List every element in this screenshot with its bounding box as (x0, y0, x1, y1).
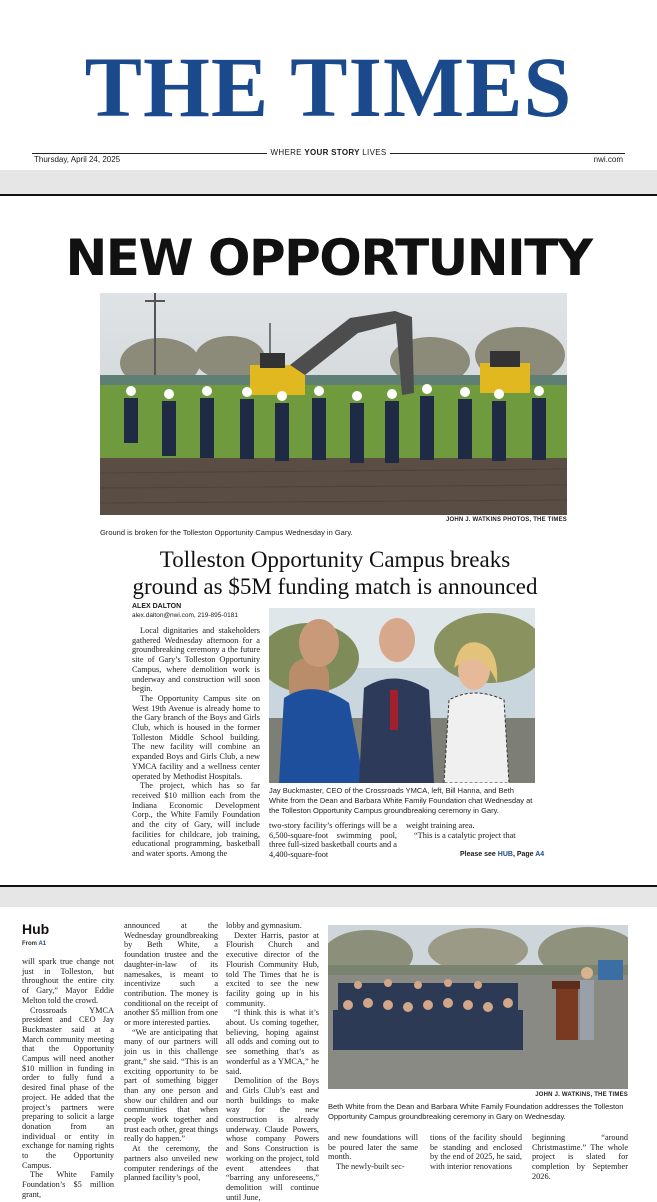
jump-column-5 (430, 1133, 522, 1172)
masthead-date: Thursday, April 24, 2025 (34, 155, 121, 164)
masthead-title: THE TIMES (84, 39, 573, 135)
paragraph: At the ceremony, the partners also unveiled new computer renderings of the planned facility’s pool, (124, 1144, 218, 1183)
page-gap-bottom (0, 887, 657, 907)
paragraph: Local dignitaries and stakeholders gathered Wednesday afternoon for a groundbreaking ceremony a the future site of Gary’s Tolleston Opportunity Campus, where demolition work is underway and construction will soon begin. (132, 626, 260, 694)
page-top-rule (0, 194, 657, 196)
paragraph: Demolition of the Boys and Girls Club’s east and north buildings to make way for the new construction is already underway. Claude Powers, whose company Powers and Sons Construction is working on the project, told event attendees that “barring any unforeseens,” demolition will continue until June, (226, 1076, 319, 1202)
paragraph: will spark true change not just in Tolleston, but throughout the entire city of Gary,” Mayor Eddie Melton told the crowd. (22, 957, 114, 1005)
paragraph: announced at the Wednesday groundbreaking by Beth White, a foundation trustee and the daughter-in-law of its namesakes, is meant to incentivize such a contribution. The money is conditional on the receipt of another $5 million from one or more interested parties. (124, 921, 218, 1028)
paragraph: The newly-built sec- (336, 1162, 405, 1172)
paragraph: “I think this is what it’s about. Us coming together, believing, hoping against all odds and coming out to see something that’s as wonderful as a YMCA,” he said. (226, 1008, 319, 1076)
paragraph: beginning “around Christmastime.” The whole project is slated for completion by September 2026. (532, 1133, 628, 1181)
groundbreaking-photo (100, 293, 567, 515)
paragraph: The Opportunity Campus site on West 19th Avenue is already home to the Gary branch of the Boys and Girls Club, which is housed in the former Tolleston Middle School building. The new facility will combine an expanded Boys and Girls Club, a new YMCA facility and a wellness center operated by Methodist Hospitals. (132, 693, 260, 781)
masthead-tagline: WHERE YOUR STORY LIVES (0, 148, 657, 157)
paragraph: Dexter Harris, pastor at Flourish Church and executive director of the Flourish Community Hub, told The Times that he is excited to see the new facility going up in his community. (226, 930, 319, 1008)
front-column-3 (406, 821, 535, 840)
paragraph: weight training area. (406, 821, 475, 830)
paragraph: The project, which has so far received $10 million each from the Indiana Economic Development Corp., the White Family Foundation and the city of Gary, will include facilities for childcare, job training, educational programming, basketball and water sports. Among the (132, 781, 260, 859)
jump-title: Hub (22, 921, 50, 937)
see-hub-jump[interactable]: Please see HUB, Page A4 (460, 851, 545, 858)
paragraph: “We are anticipating that many of our partners will join us in this challenge grant,” she said. “This is an exciting opportunity to be part of something bigger than any one person and show our children and our communities that when people work together and trust each other, great things really do happen.” (124, 1027, 218, 1144)
paragraph: and new foundations will be poured later the same month. (328, 1133, 418, 1162)
jump-column-3 (226, 921, 319, 1202)
front-headline: NEW OPPORTUNITY (65, 229, 592, 287)
front-column-2 (269, 821, 397, 860)
front-deck: Tolleston Opportunity Campus breaks ground as $5M funding match is announced (132, 547, 538, 599)
byline: ALEX DALTON (132, 603, 182, 610)
leaders-photo (269, 608, 535, 783)
paragraph: two-story facility’s offerings will be a 6,500-square-foot swimming pool, three full-sized basketball courts and a 4,400-square-foot (269, 821, 397, 860)
paragraph: The White Family Foundation’s $5 million grant, (22, 1170, 114, 1199)
paragraph: tions of the facility should be standing and enclosed by the end of 2025, he said, with interior renovations (430, 1133, 522, 1172)
paragraph: lobby and gymnasium. (226, 921, 302, 930)
masthead-site[interactable]: nwi.com (593, 155, 623, 164)
paragraph: “This is a catalytic project that (414, 830, 516, 840)
jump-column-2 (124, 921, 218, 1183)
photo-caption: Ground is broken for the Tolleston Opportunity Campus Wednesday in Gary. (100, 528, 353, 537)
page-gap-top (0, 170, 657, 194)
photo-credit: JOHN J. WATKINS PHOTOS, THE TIMES (445, 517, 567, 523)
ceremony-photo (328, 925, 628, 1089)
jump-from: From A1 (22, 941, 47, 947)
byline-contact[interactable]: alex.dalton@nwi.com, 219-895-0181 (132, 612, 238, 619)
jump-column-6 (532, 1133, 628, 1182)
paragraph: Crossroads YMCA president and CEO Jay Buckmaster said at a March community meeting that the Opportunity Campus will need another $10 million in funding in order to fully fund a desired final phase of the project. He added that the project’s partners were preparing to solicit a large donation from an individual or entity in exchange for naming rights to the Opportunity Campus. (22, 1005, 114, 1170)
ceremony-photo-caption: Beth White from the Dean and Barbara White Family Foundation addresses the Tolleston Opportunity Campus groundbreaking ceremony in Gary on Wednesday. (328, 1102, 624, 1121)
front-column-1 (132, 626, 260, 859)
ceremony-photo-credit: JOHN J. WATKINS, THE TIMES (535, 1092, 628, 1098)
jump-column-4 (328, 1133, 418, 1172)
jump-column-1 (22, 957, 114, 1200)
leaders-photo-caption: Jay Buckmaster, CEO of the Crossroads YMCA, left, Bill Hanna, and Beth White from the Dean and Barbara White Family Foundation chat Wednesday at the Tolleston Opportunity Campus groundbreaking ceremony in Gary. (269, 786, 533, 815)
